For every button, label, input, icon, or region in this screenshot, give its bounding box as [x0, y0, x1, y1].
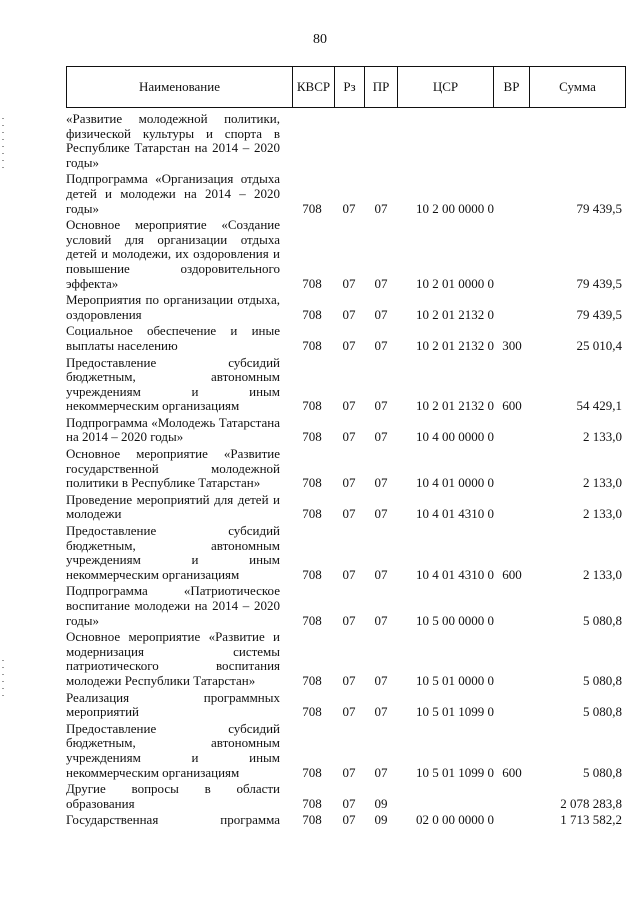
table-row: [66, 112, 626, 170]
row-name: Основное мероприятие «Развитие и модернизация системы патриотического воспитания молодежи Республики Татарстан»: [66, 629, 280, 688]
row-sum: 2 133,0: [583, 506, 622, 522]
row-pr: 07: [374, 398, 388, 414]
row-kvsr: 708: [302, 275, 322, 291]
row-pr: 09: [374, 795, 388, 811]
row-csr: 10 4 01 0000 0: [416, 475, 494, 491]
row-sum: 54 429,1: [576, 398, 622, 414]
row-name: «Развитие молодежной политики, физической культуры и спорта в Республике Татарстан на 2014 – 2020 годы»: [66, 111, 280, 170]
row-pr: 07: [374, 429, 388, 445]
table-row: [66, 493, 626, 522]
table-row: [66, 722, 626, 780]
row-csr: 10 2 01 2132 0: [416, 337, 494, 353]
table-row: [66, 630, 626, 688]
table-row: [66, 218, 626, 291]
row-kvsr: 708: [302, 337, 322, 353]
row-kvsr: 708: [302, 475, 322, 491]
row-csr: 10 2 00 0000 0: [416, 200, 494, 216]
row-sum: 5 080,8: [583, 672, 622, 688]
row-name: Подпрограмма «Патриотическое воспитание молодежи на 2014 – 2020 годы»: [66, 583, 280, 628]
row-csr: 10 4 01 4310 0: [416, 566, 494, 582]
column-header-sum: Сумма: [559, 79, 596, 94]
row-sum: 5 080,8: [583, 764, 622, 780]
row-sum: 5 080,8: [583, 612, 622, 628]
row-sum: 1 713 582,2: [560, 812, 622, 828]
row-vr: 600: [502, 398, 522, 414]
table-row: [66, 782, 626, 811]
row-name: Подпрограмма «Молодежь Татарстана на 2014 – 2020 годы»: [66, 414, 280, 445]
row-kvsr: 708: [302, 200, 322, 216]
row-name: Реализация программных мероприятий: [66, 689, 280, 720]
row-pr: 07: [374, 275, 388, 291]
row-pr: 07: [374, 764, 388, 780]
row-pr: 07: [374, 475, 388, 491]
table-row: [66, 584, 626, 628]
table-row: [66, 524, 626, 582]
table-header: [66, 66, 626, 108]
row-vr: 600: [502, 566, 522, 582]
row-name: Основное мероприятие «Создание условий для организации отдыха детей и молодежи, их оздоровления и повышение оздоровительного эффекта»: [66, 217, 280, 291]
row-kvsr: 708: [302, 566, 322, 582]
row-csr: 10 5 01 0000 0: [416, 672, 494, 688]
row-csr: 10 4 01 4310 0: [416, 506, 494, 522]
row-name: Подпрограмма «Организация отдыха детей и молодежи на 2014 – 2020 годы»: [66, 171, 280, 216]
row-rz: 07: [342, 306, 356, 322]
row-rz: 07: [342, 275, 356, 291]
row-rz: 07: [342, 506, 356, 522]
row-csr: 10 5 01 1099 0: [416, 704, 494, 720]
table-row: [66, 293, 626, 322]
row-kvsr: 708: [302, 764, 322, 780]
row-sum: 2 078 283,8: [560, 795, 622, 811]
row-sum: 79 439,5: [576, 306, 622, 322]
row-vr: 300: [502, 337, 522, 353]
row-csr: 02 0 00 0000 0: [416, 812, 494, 828]
row-kvsr: 708: [302, 812, 322, 828]
row-csr: 10 5 01 1099 0: [416, 764, 494, 780]
row-rz: 07: [342, 398, 356, 414]
row-csr: 10 2 01 2132 0: [416, 398, 494, 414]
row-kvsr: 708: [302, 612, 322, 628]
row-vr: 600: [502, 764, 522, 780]
row-kvsr: 708: [302, 306, 322, 322]
table-row: [66, 356, 626, 414]
row-name: Предоставление субсидий бюджетным, автономным учреждениям и иным некоммерческим организациям: [66, 720, 280, 780]
row-csr: 10 5 00 0000 0: [416, 612, 494, 628]
row-rz: 07: [342, 612, 356, 628]
row-pr: 07: [374, 566, 388, 582]
row-name: Мероприятия по организации отдыха, оздоровления: [66, 292, 280, 322]
column-header-vr: ВР: [494, 67, 530, 107]
row-sum: 2 133,0: [583, 475, 622, 491]
row-pr: 09: [374, 812, 388, 828]
column-header-rz: Рз: [335, 67, 365, 107]
table-row: [66, 691, 626, 720]
row-sum: 2 133,0: [583, 429, 622, 445]
binding-marks-lower: [2, 660, 4, 702]
row-name: Предоставление субсидий бюджетным, автономным учреждениям и иным некоммерческим организациям: [66, 523, 280, 582]
row-sum: 79 439,5: [576, 275, 622, 291]
table-row: [66, 416, 626, 445]
row-rz: 07: [342, 704, 356, 720]
row-kvsr: 708: [302, 429, 322, 445]
row-rz: 07: [342, 795, 356, 811]
table-row: [66, 324, 626, 353]
row-name: Предоставление субсидий бюджетным, автономным учреждениям и иным некоммерческим организациям: [66, 354, 280, 414]
row-sum: 2 133,0: [583, 566, 622, 582]
row-csr: 10 4 00 0000 0: [416, 429, 494, 445]
column-header-csr: ЦСР: [398, 67, 494, 107]
row-rz: 07: [342, 337, 356, 353]
row-name: Проведение мероприятий для детей и молодежи: [66, 491, 280, 522]
row-csr: 10 2 01 0000 0: [416, 275, 494, 291]
table-row: [66, 172, 626, 216]
row-pr: 07: [374, 200, 388, 216]
row-kvsr: 708: [302, 672, 322, 688]
row-kvsr: 708: [302, 704, 322, 720]
row-sum: 25 010,4: [576, 337, 622, 353]
row-csr: 10 2 01 2132 0: [416, 306, 494, 322]
row-pr: 07: [374, 704, 388, 720]
row-name: Государственная программа: [66, 812, 280, 828]
row-kvsr: 708: [302, 795, 322, 811]
binding-marks: [2, 118, 4, 174]
row-rz: 07: [342, 812, 356, 828]
row-sum: 79 439,5: [576, 200, 622, 216]
row-pr: 07: [374, 337, 388, 353]
row-pr: 07: [374, 306, 388, 322]
row-rz: 07: [342, 429, 356, 445]
table-row: [66, 813, 626, 828]
row-pr: 07: [374, 672, 388, 688]
row-sum: 5 080,8: [583, 704, 622, 720]
row-pr: 07: [374, 506, 388, 522]
row-name: Другие вопросы в области образования: [66, 781, 280, 811]
page-number: 80: [313, 32, 327, 47]
row-rz: 07: [342, 764, 356, 780]
column-header-pr: ПР: [365, 67, 398, 107]
row-kvsr: 708: [302, 398, 322, 414]
column-header-name: Наименование: [67, 67, 293, 107]
row-rz: 07: [342, 200, 356, 216]
row-pr: 07: [374, 612, 388, 628]
table-row: [66, 447, 626, 491]
row-name: Социальное обеспечение и иные выплаты населению: [66, 323, 280, 353]
row-rz: 07: [342, 475, 356, 491]
column-header-kvsr: КВСР: [293, 67, 335, 107]
row-name: Основное мероприятие «Развитие государственной молодежной политики в Республике Татарстан»: [66, 446, 280, 491]
row-rz: 07: [342, 566, 356, 582]
row-kvsr: 708: [302, 506, 322, 522]
row-rz: 07: [342, 672, 356, 688]
budget-table-body: [66, 112, 626, 830]
